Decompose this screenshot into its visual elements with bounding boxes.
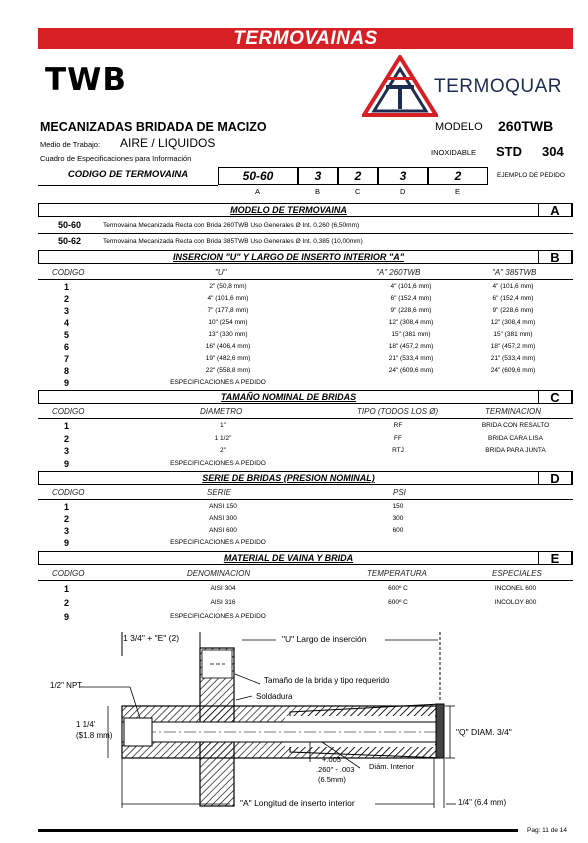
row-cell: ESPECIFICACIONES A PEDIDO [170, 459, 266, 467]
row-cell: 4" (101,6 mm) [492, 283, 534, 290]
row-cell: 9" (228,6 mm) [492, 307, 534, 314]
order-code-b: 3 [298, 167, 338, 185]
tol-mm: (6.5mm) [318, 775, 346, 784]
table-row [38, 513, 573, 525]
section-e-col-code: CODIGO [52, 569, 85, 578]
section-a-header [38, 203, 573, 217]
section-b-header [38, 250, 573, 264]
row-cell: 4" (101,6 mm) [207, 295, 249, 302]
row-code: 2 [64, 514, 70, 524]
row-cell: 15" (381 mm) [391, 331, 431, 338]
section-c-col-tipo: TIPO (TODOS LOS Ø) [357, 407, 439, 416]
row-cell: 600 [392, 527, 404, 534]
weld-label: Soldadura [256, 692, 293, 701]
table-row [38, 596, 573, 610]
table-row [38, 281, 573, 293]
row-code: 4 [64, 318, 70, 328]
row-code: 3 [64, 526, 70, 536]
row-cell: ANSI 150 [209, 503, 237, 510]
medium-label: Medio de Trabajo: [40, 140, 101, 149]
flange-size-label: Tamaño de la brida y tipo requerido [264, 676, 390, 685]
section-c-col-diam: DIAMETRO [200, 407, 243, 416]
divider [38, 580, 573, 581]
table-row [38, 610, 573, 624]
row-cell: AISI 304 [210, 585, 236, 592]
table-row [38, 537, 573, 549]
row-cell: 6" (152,4 mm) [492, 295, 534, 302]
row-code: 3 [64, 306, 70, 316]
page-number: Pag: 11 de 14 [527, 827, 567, 834]
row-code: 1 [64, 282, 70, 292]
section-c-letter: C [538, 390, 572, 404]
row-cell: 19" (482,6 mm) [205, 355, 251, 362]
row-cell: ESPECIFICACIONES A PEDIDO [170, 539, 266, 546]
row-code: 9 [64, 538, 70, 548]
material-value: 304 [542, 144, 564, 159]
section-e-title: MATERIAL DE VAINA Y BRIDA [223, 553, 354, 563]
row-cell: 9" (228,6 mm) [390, 307, 432, 314]
section-c-header [38, 390, 573, 404]
row-cell: 18" (457,2 mm) [388, 343, 434, 350]
left-dim-1: 1 1/4' [76, 720, 96, 729]
letter-a: A [255, 187, 261, 196]
row-code: 1 [64, 584, 70, 594]
model-value: 260TWB [498, 118, 554, 134]
footer-rule [38, 829, 518, 832]
section-b-title: INSERCION "U" Y LARGO DE INSERTO INTERIOR "A" [173, 252, 404, 262]
order-code-label-cell [38, 167, 218, 186]
letter-c: C [355, 187, 361, 196]
row-code: 9 [64, 458, 70, 469]
row-cell: 24" (609,6 mm) [388, 367, 434, 374]
thermowell-drawing [40, 630, 585, 820]
order-code-d: 3 [378, 167, 428, 185]
brand-name: TERMOQUAR [434, 76, 562, 97]
row-cell: 21" (533,4 mm) [388, 355, 434, 362]
section-d-col-psi: PSI [393, 488, 406, 497]
u-length-label: "U" Largo de inserción [282, 634, 367, 644]
row-cell: ESPECIFICACIONES A PEDIDO [170, 613, 266, 620]
table-row [38, 433, 573, 446]
section-d-header [38, 471, 573, 485]
row-cell: INCOLOY 800 [494, 599, 537, 606]
table-row [38, 501, 573, 513]
table-row [38, 458, 573, 471]
row-cell: 600º C [388, 599, 408, 606]
banner-title: TERMOVAINAS [38, 28, 573, 49]
table-row [38, 445, 573, 458]
section-c-title: TAMAÑO NOMINAL DE BRIDAS [220, 392, 357, 402]
row-code: 9 [64, 378, 70, 388]
row-cell: RTJ [392, 447, 404, 454]
table-row [38, 317, 573, 329]
model-label: MODELO [435, 121, 483, 133]
series-code: TWB [45, 62, 127, 98]
row-cell: 15" (381 mm) [493, 331, 533, 338]
section-b-letter: B [538, 250, 572, 264]
section-a-desc-1: Termovaina Mecanizada Recta con Brida 260TWB Uso Generales Ø Int. 0,260 (6,50mm) [103, 222, 360, 229]
row-cell: 22" (558,8 mm) [205, 367, 251, 374]
row-code: 5 [64, 330, 70, 340]
row-cell: 10" (254 mm) [208, 319, 248, 326]
section-e-col-esp: ESPECIALES [492, 569, 542, 578]
tip-label: 1/4" (6.4 mm) [458, 798, 507, 807]
order-code-e: 2 [428, 167, 488, 185]
order-code-c: 2 [338, 167, 378, 185]
row-cell: INCONEL 600 [494, 585, 537, 592]
row-cell: ANSI 600 [209, 527, 237, 534]
row-code: 7 [64, 354, 70, 364]
q-diam-label: "Q" DIAM. 3/4" [456, 727, 512, 737]
spec-note: Cuadro de Especificaciones para Información [40, 154, 192, 163]
section-b-col-code: CODIGO [52, 268, 85, 277]
material-std: STD [496, 144, 522, 159]
row-cell: AISI 316 [210, 599, 236, 606]
section-c-col-code: CODIGO [52, 407, 85, 416]
row-code: 2 [64, 433, 70, 444]
row-cell: FF [394, 434, 402, 442]
order-code-label: CODIGO DE TERMOVAINA [67, 169, 189, 180]
section-b-col-u: "U" [215, 268, 227, 277]
row-cell: 21" (533,4 mm) [490, 355, 536, 362]
section-a-title: MODELO DE TERMOVAINA [230, 205, 347, 215]
row-cell: RF [393, 422, 403, 429]
section-d-letter: D [538, 471, 572, 485]
termoquar-logo-icon [362, 55, 438, 117]
section-b-col-a385: "A" 385TWB [492, 268, 537, 277]
table-row [38, 329, 573, 341]
row-cell: 12" (308,4 mm) [388, 319, 434, 326]
inner-diam-label: Diám. Interior [369, 762, 415, 771]
tol-value: .260" - .003 [316, 765, 355, 774]
section-a-desc-2: Termovaina Mecanizada Recta con Brida 385TWB Uso Generales Ø Int. 0,385 (10,00mm) [103, 238, 363, 245]
row-cell: ESPECIFICACIONES A PEDIDO [170, 379, 266, 386]
section-a-code-1: 50-60 [58, 220, 82, 230]
row-code: 6 [64, 342, 70, 352]
table-row [38, 420, 573, 433]
divider [38, 499, 573, 500]
product-title: MECANIZADAS BRIDADA DE MACIZO [40, 120, 267, 134]
row-code: 2 [64, 598, 70, 608]
row-cell: BRIDA PARA JUNTA [485, 447, 546, 454]
row-code: 9 [64, 612, 70, 622]
left-dim-2: ($1.8 mm) [76, 731, 113, 740]
table-row [38, 353, 573, 365]
npt-label: 1/2" NPT [50, 681, 83, 690]
section-b-col-a260: "A" 260TWB [376, 268, 421, 277]
table-row [38, 525, 573, 537]
row-cell: 24" (609,6 mm) [490, 367, 536, 374]
section-e-letter: E [538, 551, 572, 565]
table-row [38, 377, 573, 389]
order-example-label: EJEMPLO DE PEDIDO [497, 172, 565, 179]
section-e-col-temp: TEMPERATURA [367, 569, 427, 578]
section-e-col-denom: DENOMINACION [187, 569, 251, 578]
row-cell: 18" (457,2 mm) [490, 343, 536, 350]
row-code: 2 [64, 294, 70, 304]
letter-e: E [455, 187, 461, 196]
row-code: 3 [64, 446, 70, 456]
row-cell: 2" [220, 447, 226, 454]
section-d-col-serie: SERIE [207, 488, 232, 497]
table-row [38, 582, 573, 596]
section-e-header [38, 551, 573, 565]
row-cell: 300 [392, 515, 404, 522]
a-length-label: "A" Longitud de inserto interior [240, 798, 355, 808]
row-cell: 2" (50,8 mm) [209, 283, 247, 290]
row-cell: 12" (308,4 mm) [490, 319, 536, 326]
divider [38, 279, 573, 280]
section-a-letter: A [538, 203, 572, 217]
row-cell: 1 1/2" [214, 434, 232, 442]
section-c-col-term: TERMINACION [485, 407, 541, 416]
tol-plus: +.005 [322, 755, 341, 764]
section-d-title: SERIE DE BRIDAS (PRESION NOMINAL) [202, 473, 375, 483]
row-code: 1 [64, 421, 70, 431]
row-cell: 150 [392, 503, 404, 510]
letter-b: B [315, 187, 321, 196]
row-cell: 16" (406,4 mm) [205, 343, 251, 350]
row-cell: BRIDA CON RESALTO [481, 422, 550, 429]
medium-value: AIRE / LIQUIDOS [120, 136, 216, 150]
row-code: 1 [64, 502, 70, 512]
row-cell: ANSI 300 [209, 515, 237, 522]
section-d-col-code: CODIGO [52, 488, 85, 497]
divider [38, 233, 573, 234]
section-a-code-2: 50-62 [58, 236, 82, 246]
divider [38, 418, 573, 419]
row-cell: 1" [220, 422, 226, 429]
letter-d: D [400, 187, 406, 196]
row-cell: 600º C [388, 585, 408, 592]
material-label: INOXIDABLE [431, 148, 477, 157]
row-cell: 7" (177,8 mm) [207, 307, 249, 314]
table-row [38, 341, 573, 353]
row-cell: 4" (101,6 mm) [390, 283, 432, 290]
row-cell: 13" (330 mm) [208, 331, 248, 338]
dim-top-label: 1 3/4" + "E" (2) [123, 633, 180, 643]
order-code-a: 50-60 [218, 167, 298, 185]
table-row [38, 365, 573, 377]
row-cell: BRIDA CARA LISA [488, 434, 543, 442]
row-cell: 6" (152,4 mm) [390, 295, 432, 302]
row-code: 8 [64, 366, 70, 376]
table-row [38, 305, 573, 317]
table-row [38, 293, 573, 305]
